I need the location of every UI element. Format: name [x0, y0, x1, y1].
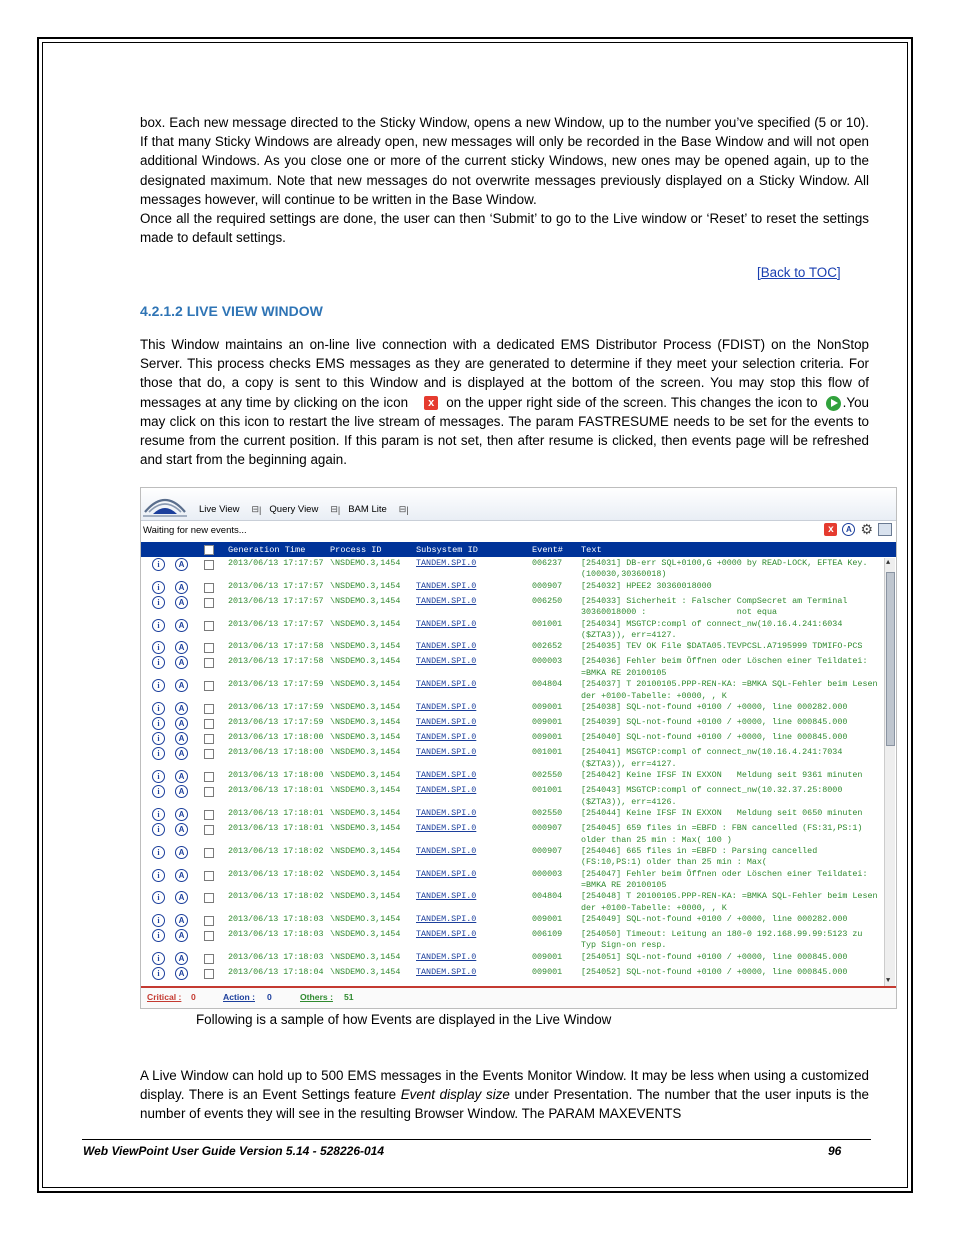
acknowledge-icon[interactable]: A	[175, 808, 188, 821]
tab-query-view[interactable]: Query View ⊟ |	[269, 504, 341, 515]
acknowledge-icon[interactable]: A	[175, 656, 188, 669]
paragraph-sticky-window: box. Each new message directed to the Sticky Window, opens a new Window, up to the number you’ve specified (5 or 10). If that many Sticky Windows are already open, new messages will only be recorded in the Base Window and will not open additional Windows. As you close one or more of the current sticky Windows, new ones may be opened again, up to the designated maximum. Note that new messages do not overwrite messages previously displayed on a Sticky Window. All messages however, will continue to be written in the Base Window.	[140, 115, 869, 207]
event-info-icon[interactable]: i	[152, 732, 165, 745]
generation-time-cell: 2013/06/13 17:17:59	[228, 717, 324, 727]
subsystem-id-link[interactable]: TANDEM.SPI.0	[416, 558, 477, 568]
acknowledge-icon[interactable]: A	[175, 558, 188, 571]
acknowledge-icon[interactable]: A	[175, 702, 188, 715]
generation-time-cell: 2013/06/13 17:18:02	[228, 845, 324, 856]
description-part-1: This Window maintains an on-line live connection with a dedicated EMS Distributor Process (FDIST) on the NonStop Server. This process checks EMS messages as they are generated to determine if they meet your selection criteria. For those that do, a copy is sent to this Window and is displayed at the bottom of the screen. You may stop this flow of messages at any time by clicking on the icon	[140, 337, 869, 410]
header-text[interactable]: Text	[581, 545, 602, 555]
section-heading: 4.2.1.2 LIVE VIEW WINDOW	[140, 303, 323, 319]
process-id-cell: \NSDEMO.3,1454	[330, 951, 401, 962]
status-text: Waiting for new events...	[143, 525, 247, 536]
header-subsystem-id[interactable]: Subsystem ID	[416, 545, 478, 555]
play-icon	[826, 396, 841, 411]
row-checkbox[interactable]	[204, 681, 214, 691]
toolbar-icons	[824, 522, 892, 536]
stop-icon: x	[424, 396, 438, 410]
subsystem-id-link[interactable]: TANDEM.SPI.0	[416, 595, 477, 606]
table-row[interactable]	[141, 731, 884, 746]
event-text-cell: [254051] SQL-not-found +0100 / +0000, line 000845.000	[581, 951, 848, 962]
event-text-cell: [254042] Keine IFSF IN EXXON Meldung seit 9361 minuten	[581, 770, 863, 781]
critical-label[interactable]: Critical :	[147, 992, 182, 1002]
acknowledge-icon[interactable]: A	[175, 619, 188, 632]
acknowledge-icon[interactable]: A	[175, 747, 188, 760]
acknowledge-icon[interactable]: A	[175, 952, 188, 965]
generation-time-cell: 2013/06/13 17:17:59	[228, 679, 324, 690]
process-id-cell: \NSDEMO.3,1454	[330, 891, 401, 902]
event-text-cell: [254036] Fehler beim Öffnen oder Löschen einer Teildatei: =BMKA RE 20100105	[581, 656, 868, 678]
header-event-number[interactable]: Event#	[532, 545, 563, 555]
event-text-cell: [254047] Fehler beim Öffnen oder Löschen einer Teildatei: =BMKA RE 20100105	[581, 868, 868, 890]
description-part-2: on the upper right side of the screen. This changes the icon to	[446, 394, 818, 410]
others-label[interactable]: Others :	[300, 992, 333, 1002]
row-checkbox[interactable]	[204, 719, 214, 729]
event-text-cell: [254052] SQL-not-found +0100 / +0000, line 000845.000	[581, 966, 848, 977]
header-generation-time[interactable]: Generation Time	[228, 545, 306, 555]
event-number-cell: 009001	[532, 701, 563, 712]
process-id-cell: \NSDEMO.3,1454	[330, 913, 401, 924]
intro-text	[140, 113, 869, 247]
event-text-cell: [254038] SQL-not-found +0100 / +0000, line 000282.000	[581, 701, 848, 712]
generation-time-cell: 2013/06/13 17:17:57	[228, 558, 324, 568]
process-id-cell: \NSDEMO.3,1454	[330, 641, 401, 652]
process-id-cell: \NSDEMO.3,1454	[330, 868, 401, 879]
event-text-cell: [254045] 659 files in =EBFD : FBN cancelled (FS:31,PS:1) older than 25 min : Max( 100 )	[581, 823, 863, 845]
event-number-cell: 000003	[532, 868, 563, 879]
generation-time-cell: 2013/06/13 17:17:57	[228, 580, 324, 591]
subsystem-id-link[interactable]: TANDEM.SPI.0	[416, 913, 477, 924]
event-number-cell: 009001	[532, 966, 563, 977]
process-id-cell: \NSDEMO.3,1454	[330, 823, 401, 834]
generation-time-cell: 2013/06/13 17:18:00	[228, 770, 324, 781]
row-checkbox[interactable]	[204, 658, 214, 668]
event-info-icon[interactable]: i	[152, 808, 165, 821]
event-number-cell: 000907	[532, 845, 563, 856]
generation-time-cell: 2013/06/13 17:18:01	[228, 785, 324, 796]
event-number-cell: 006250	[532, 595, 563, 606]
tab-bam-lite[interactable]: BAM Lite ⊟ |	[348, 504, 409, 515]
event-number-cell: 004804	[532, 891, 563, 902]
event-info-icon[interactable]: i	[152, 846, 165, 859]
table-row[interactable]	[141, 640, 884, 655]
process-id-cell: \NSDEMO.3,1454	[330, 595, 401, 606]
table-row[interactable]	[141, 890, 884, 913]
scrollbar-thumb[interactable]	[886, 572, 895, 746]
row-checkbox[interactable]	[204, 583, 214, 593]
footer-page-number: 96	[828, 1144, 842, 1158]
acknowledge-icon[interactable]: A	[175, 717, 188, 730]
event-number-cell: 009001	[532, 732, 563, 743]
event-info-icon[interactable]: i	[152, 929, 165, 942]
event-number-cell: 009001	[532, 717, 563, 727]
table-row[interactable]	[141, 928, 884, 951]
event-info-icon[interactable]: i	[152, 823, 165, 836]
acknowledge-icon[interactable]: A	[175, 914, 188, 927]
event-number-cell: 002652	[532, 641, 563, 652]
acknowledge-icon[interactable]: A	[175, 891, 188, 904]
row-checkbox[interactable]	[204, 969, 214, 979]
subsystem-id-link[interactable]: TANDEM.SPI.0	[416, 891, 477, 902]
process-id-cell: \NSDEMO.3,1454	[330, 929, 401, 940]
events-grid-header	[141, 542, 896, 557]
event-number-cell: 000003	[532, 656, 563, 667]
event-info-icon[interactable]: i	[152, 891, 165, 904]
process-id-cell: \NSDEMO.3,1454	[330, 679, 401, 690]
table-row[interactable]	[141, 784, 884, 807]
event-text-cell: [254034] MSGTCP:compl of connect_nw(10.16.4.241:6034 ($ZTA3)), err=4127.	[581, 618, 843, 640]
scroll-up-icon[interactable]: ▲	[886, 559, 891, 567]
process-id-cell: \NSDEMO.3,1454	[330, 747, 401, 758]
event-counts-bar	[141, 986, 896, 1008]
table-row[interactable]	[141, 557, 884, 580]
event-number-cell: 002550	[532, 807, 563, 818]
event-info-icon[interactable]: i	[152, 967, 165, 980]
event-info-icon[interactable]: i	[152, 914, 165, 927]
subsystem-id-link[interactable]: TANDEM.SPI.0	[416, 807, 477, 818]
generation-time-cell: 2013/06/13 17:18:03	[228, 913, 324, 924]
event-text-cell: [254037] T 20100105.PPP-REN-KA: =BMKA SQL-Fehler beim Lesen der +0100-Tabelle: +0000, , K	[581, 679, 878, 701]
events-grid-body	[141, 557, 884, 986]
acknowledge-icon[interactable]: A	[175, 869, 188, 882]
table-row[interactable]	[141, 618, 884, 641]
footer-rule	[82, 1139, 871, 1140]
generation-time-cell: 2013/06/13 17:17:57	[228, 595, 324, 606]
subsystem-id-link[interactable]: TANDEM.SPI.0	[416, 845, 477, 856]
row-checkbox[interactable]	[204, 825, 214, 835]
acknowledge-icon[interactable]: A	[175, 581, 188, 594]
event-text-cell: [254032] HPEE2 30360018000	[581, 580, 712, 591]
event-number-cell: 006237	[532, 558, 563, 568]
row-checkbox[interactable]	[204, 772, 214, 782]
subsystem-id-link[interactable]: TANDEM.SPI.0	[416, 823, 477, 834]
subsystem-id-link[interactable]: TANDEM.SPI.0	[416, 701, 477, 712]
acknowledge-icon[interactable]: A	[175, 785, 188, 798]
new-window-icon[interactable]	[878, 523, 892, 536]
stop-stream-icon[interactable]: x	[824, 523, 837, 536]
generation-time-cell: 2013/06/13 17:18:00	[228, 732, 324, 743]
acknowledge-icon[interactable]: A	[175, 967, 188, 980]
subsystem-id-link[interactable]: TANDEM.SPI.0	[416, 618, 477, 629]
generation-time-cell: 2013/06/13 17:18:03	[228, 929, 324, 940]
table-row[interactable]	[141, 868, 884, 891]
subsystem-id-link[interactable]: TANDEM.SPI.0	[416, 732, 477, 743]
process-id-cell: \NSDEMO.3,1454	[330, 701, 401, 712]
process-id-cell: \NSDEMO.3,1454	[330, 807, 401, 818]
subsystem-id-link[interactable]: TANDEM.SPI.0	[416, 929, 477, 940]
status-bar	[141, 521, 896, 539]
table-row[interactable]	[141, 913, 884, 928]
event-number-cell: 000907	[532, 823, 563, 834]
tab-window-icon: ⊟	[251, 504, 260, 514]
row-checkbox[interactable]	[204, 643, 214, 653]
generation-time-cell: 2013/06/13 17:17:58	[228, 641, 324, 652]
table-row[interactable]	[141, 769, 884, 784]
generation-time-cell: 2013/06/13 17:18:01	[228, 807, 324, 818]
row-checkbox[interactable]	[204, 749, 214, 759]
subsystem-id-link[interactable]: TANDEM.SPI.0	[416, 656, 477, 667]
acknowledge-icon[interactable]: A	[175, 770, 188, 783]
table-row[interactable]	[141, 655, 884, 678]
generation-time-cell: 2013/06/13 17:17:59	[228, 701, 324, 712]
event-number-cell: 006109	[532, 929, 563, 940]
process-id-cell: \NSDEMO.3,1454	[330, 732, 401, 743]
subsystem-id-link[interactable]: TANDEM.SPI.0	[416, 785, 477, 796]
subsystem-id-link[interactable]: TANDEM.SPI.0	[416, 868, 477, 879]
settings-gear-icon[interactable]: ⚙	[860, 521, 873, 537]
row-checkbox[interactable]	[204, 734, 214, 744]
acknowledge-icon[interactable]: A	[175, 823, 188, 836]
process-id-cell: \NSDEMO.3,1454	[330, 785, 401, 796]
event-info-icon[interactable]: i	[152, 770, 165, 783]
live-view-description	[140, 335, 869, 469]
row-checkbox[interactable]	[204, 931, 214, 941]
subsystem-id-link[interactable]: TANDEM.SPI.0	[416, 966, 477, 977]
event-display-size-term: Event display size	[400, 1087, 510, 1103]
event-info-icon[interactable]: i	[152, 869, 165, 882]
generation-time-cell: 2013/06/13 17:18:03	[228, 951, 324, 962]
event-text-cell: [254031] DB-err SQL+0100,G +0000 by READ-LOCK, EFTEA Key. (100030,30360018)	[581, 558, 868, 580]
table-row[interactable]	[141, 595, 884, 618]
acknowledge-icon[interactable]: A	[175, 846, 188, 859]
event-text-cell: [254033] Sicherheit : Falscher CompSecret am Terminal 30360018000 : not equa	[581, 595, 848, 618]
paragraph-submit-reset: Once all the required settings are done, the user can then ‘Submit’ to go to the Live window or ‘Reset’ to reset the settings made to default settings.	[140, 211, 869, 246]
table-row[interactable]	[141, 807, 884, 822]
table-row[interactable]	[141, 822, 884, 845]
table-row[interactable]	[141, 580, 884, 595]
generation-time-cell: 2013/06/13 17:17:58	[228, 656, 324, 667]
event-number-cell: 001001	[532, 618, 563, 629]
subsystem-id-link[interactable]: TANDEM.SPI.0	[416, 641, 477, 652]
subsystem-id-link[interactable]: TANDEM.SPI.0	[416, 679, 477, 690]
critical-count: 0	[191, 992, 196, 1002]
action-label[interactable]: Action :	[223, 992, 255, 1002]
event-text-cell: [254048] T 20100105.PPP-REN-KA: =BMKA SQL-Fehler beim Lesen der +0100-Tabelle: +0000, , K	[581, 891, 878, 913]
generation-time-cell: 2013/06/13 17:18:00	[228, 747, 324, 758]
row-checkbox[interactable]	[204, 954, 214, 964]
acknowledge-icon[interactable]: A	[175, 596, 188, 609]
max-events-paragraph	[140, 1066, 869, 1124]
figure-caption: Following is a sample of how Events are displayed in the Live Window	[196, 1012, 612, 1027]
subsystem-id-link[interactable]: TANDEM.SPI.0	[416, 717, 477, 727]
generation-time-cell: 2013/06/13 17:18:02	[228, 891, 324, 902]
table-row[interactable]	[141, 678, 884, 701]
table-row[interactable]	[141, 966, 884, 981]
event-text-cell: [254035] TEV OK File $DATA05.TEVPCSL.A7195999 TDMIFO-PCS	[581, 641, 863, 652]
tab-live-view[interactable]: Live View ⊟ |	[199, 504, 262, 515]
table-row[interactable]	[141, 845, 884, 868]
process-id-cell: \NSDEMO.3,1454	[330, 845, 401, 856]
subsystem-id-link[interactable]: TANDEM.SPI.0	[416, 770, 477, 781]
footer-document-title: Web ViewPoint User Guide Version 5.14 - 528226-014	[83, 1144, 385, 1158]
event-text-cell: [254043] MSGTCP:compl of connect_nw(10.32.37.25:8000 ($ZTA3)), err=4126.	[581, 785, 843, 807]
tabs	[199, 504, 417, 515]
generation-time-cell: 2013/06/13 17:17:57	[228, 618, 324, 629]
event-info-icon[interactable]: i	[152, 747, 165, 760]
acknowledge-all-icon[interactable]: A	[842, 523, 855, 536]
action-count: 0	[267, 992, 272, 1002]
subsystem-id-link[interactable]: TANDEM.SPI.0	[416, 747, 477, 758]
max-events-part-1: A Live Window can hold up to 500 EMS messages in the Events Monitor Window. It may be less when using a customized display. There is an Event Settings feature	[140, 1068, 869, 1103]
tab-bar	[141, 488, 896, 521]
process-id-cell: \NSDEMO.3,1454	[330, 770, 401, 781]
row-checkbox[interactable]	[204, 598, 214, 608]
generation-time-cell: 2013/06/13 17:18:02	[228, 868, 324, 879]
others-count: 51	[344, 992, 354, 1002]
row-checkbox[interactable]	[204, 810, 214, 820]
event-info-icon[interactable]: i	[152, 717, 165, 730]
row-checkbox[interactable]	[204, 916, 214, 926]
back-to-toc-link[interactable]: [Back to TOC]	[757, 265, 841, 280]
event-info-icon[interactable]: i	[152, 558, 165, 571]
subsystem-id-link[interactable]: TANDEM.SPI.0	[416, 951, 477, 962]
event-text-cell: [254039] SQL-not-found +0100 / +0000, line 000845.000	[581, 717, 848, 727]
description-part-3: .You may click on this icon to restart the live stream of messages. The param FASTRESUME needs to be set for the events to resume from the current position. If this param is not set, then after resume is clicked, then events page will be refreshed and start from the beginning again.	[140, 394, 869, 468]
event-info-icon[interactable]: i	[152, 952, 165, 965]
event-info-icon[interactable]: i	[152, 656, 165, 669]
live-view-screenshot	[140, 487, 897, 1009]
event-number-cell: 001001	[532, 785, 563, 796]
acknowledge-icon[interactable]: A	[175, 732, 188, 745]
event-text-cell: [254049] SQL-not-found +0100 / +0000, line 000282.000	[581, 913, 848, 924]
event-number-cell: 009001	[532, 913, 563, 924]
row-checkbox[interactable]	[204, 704, 214, 714]
tab-window-icon: ⊟	[330, 504, 338, 514]
event-number-cell: 009001	[532, 951, 563, 962]
header-process-id[interactable]: Process ID	[330, 545, 382, 555]
row-checkbox[interactable]	[204, 893, 214, 903]
event-info-icon[interactable]: i	[152, 619, 165, 632]
event-number-cell: 002550	[532, 770, 563, 781]
event-text-cell: [254041] MSGTCP:compl of connect_nw(10.16.4.241:7034 ($ZTA3)), err=4127.	[581, 747, 843, 769]
event-info-icon[interactable]: i	[152, 785, 165, 798]
process-id-cell: \NSDEMO.3,1454	[330, 558, 401, 568]
process-id-cell: \NSDEMO.3,1454	[330, 966, 401, 977]
event-text-cell: [254050] Timeout: Leitung an 180-0 192.168.99.99:5123 zu Typ Sign-on resp.	[581, 929, 863, 951]
event-number-cell: 004804	[532, 679, 563, 690]
row-checkbox[interactable]	[204, 621, 214, 631]
vertical-scrollbar[interactable]	[884, 558, 895, 986]
event-info-icon[interactable]: i	[152, 641, 165, 654]
max-events-part-2: under Presentation. The number that the user inputs is the number of events they will see in the resulting Browser Window. The PARAM MAXEVENTS	[140, 1087, 869, 1122]
event-info-icon[interactable]: i	[152, 702, 165, 715]
row-checkbox[interactable]	[204, 787, 214, 797]
event-text-cell: [254040] SQL-not-found +0100 / +0000, line 000845.000	[581, 732, 848, 743]
event-info-icon[interactable]: i	[152, 581, 165, 594]
acknowledge-icon[interactable]: A	[175, 641, 188, 654]
table-row[interactable]	[141, 701, 884, 716]
event-number-cell: 000907	[532, 580, 563, 591]
process-id-cell: \NSDEMO.3,1454	[330, 717, 401, 727]
event-number-cell: 001001	[532, 747, 563, 758]
table-row[interactable]	[141, 951, 884, 966]
row-checkbox[interactable]	[204, 848, 214, 858]
process-id-cell: \NSDEMO.3,1454	[330, 580, 401, 591]
table-row[interactable]	[141, 716, 884, 731]
event-info-icon[interactable]: i	[152, 596, 165, 609]
process-id-cell: \NSDEMO.3,1454	[330, 618, 401, 629]
logo-icon	[143, 492, 187, 518]
scroll-down-icon[interactable]: ▼	[886, 977, 891, 985]
tab-window-icon: ⊟	[398, 504, 407, 514]
event-text-cell: [254044] Keine IFSF IN EXXON Meldung seit 0650 minuten	[581, 807, 863, 818]
event-text-cell: [254046] 665 files in =EBFD : Parsing cancelled (FS:10,PS:1) older than 25 min : Max(	[581, 845, 818, 868]
row-checkbox[interactable]	[204, 560, 214, 570]
select-all-checkbox[interactable]	[204, 545, 214, 555]
row-checkbox[interactable]	[204, 871, 214, 881]
process-id-cell: \NSDEMO.3,1454	[330, 656, 401, 667]
generation-time-cell: 2013/06/13 17:18:01	[228, 823, 324, 834]
subsystem-id-link[interactable]: TANDEM.SPI.0	[416, 580, 477, 591]
table-row[interactable]	[141, 746, 884, 769]
acknowledge-icon[interactable]: A	[175, 929, 188, 942]
event-info-icon[interactable]: i	[152, 679, 165, 692]
acknowledge-icon[interactable]: A	[175, 679, 188, 692]
generation-time-cell: 2013/06/13 17:18:04	[228, 966, 324, 977]
